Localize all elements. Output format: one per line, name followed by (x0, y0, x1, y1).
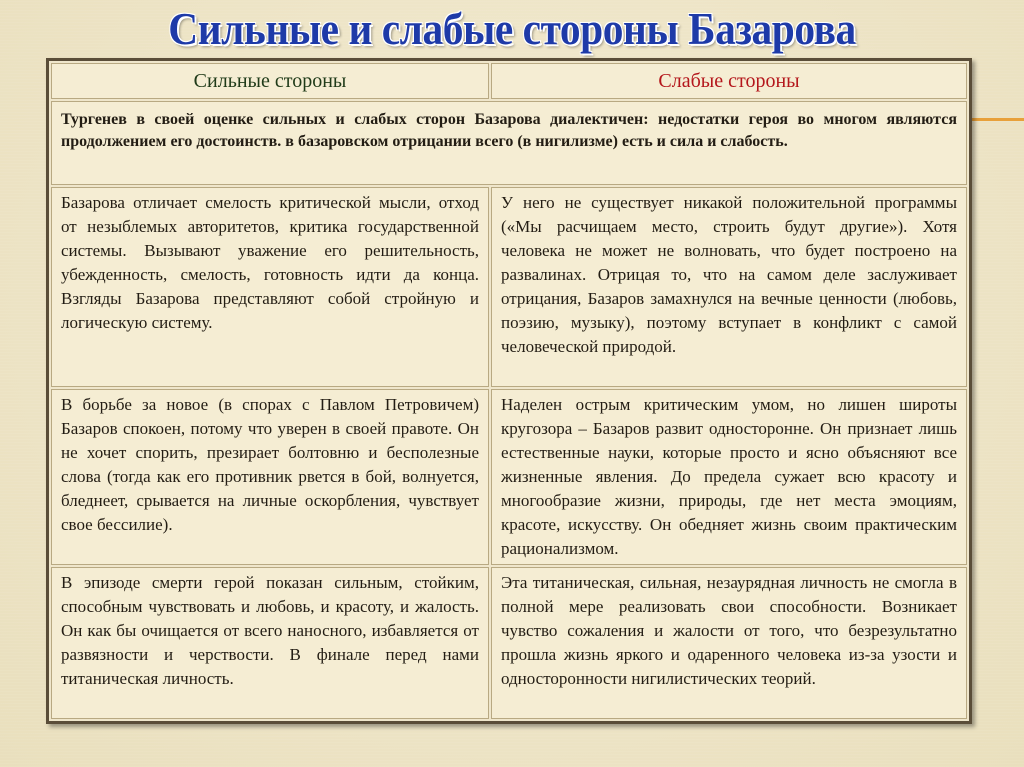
header-row (50, 62, 968, 100)
table-row (50, 186, 968, 388)
table-row (50, 566, 968, 720)
accent-line (970, 118, 1024, 121)
intro-text: Тургенев в своей оценке сильных и слабых сторон Базарова диалектичен: недостатки героя во многом являются продолжением его достоинств. в базаровском отрицании всего (в нигилизме) есть и сила и слабость. (50, 100, 968, 186)
header-strong-sides: Сильные стороны (50, 62, 490, 100)
intro-row (50, 100, 968, 186)
strong-cell-3: В эпизоде смерти герой показан сильным, стойким, способным чувствовать и любовь, и красоту, и жалость. Он как бы очищается от всего наносного, избавляется от развязности и черствости. В финале перед нами титаническая личность. (50, 566, 490, 720)
comparison-table (49, 61, 969, 721)
weak-cell-2: Наделен острым критическим умом, но лишен широты кругозора – Базаров развит односторонне. Он признает лишь естественные науки, которые просто и ясно объясняют все жизненные явления. До предела сужает всю красоту и многообразие жизни, природы, где нет места эмоциям, красоте, искусству. Он обедняет жизнь своим практическим рационализмом. (490, 388, 968, 566)
strong-cell-1: Базарова отличает смелость критической мысли, отход от незыблемых авторитетов, критика государственной системы. Вызывают уважение его решительность, убежденность, смелость, готовность идти да конца. Взгляды Базарова представляют собой стройную и логическую систему. (50, 186, 490, 388)
weak-cell-3: Эта титаническая, сильная, незаурядная личность не смогла в полной мере реализовать свои способности. Возникает чувство сожаления и жалости от того, что безрезультатно прошла жизнь яркого и одаренного человека из-за узости и односторонности нигилистических теорий. (490, 566, 968, 720)
strong-cell-2: В борьбе за новое (в спорах с Павлом Петровичем) Базаров спокоен, потому что уверен в своей правоте. Он не хочет спорить, презирает болтовню и бесполезные слова (тогда как его противник рвется в бой, волнуется, бледнеет, срывается на личные оскорбления, чувствует свое бессилие). (50, 388, 490, 566)
comparison-table-frame (46, 58, 972, 724)
weak-cell-1: У него не существует никакой положительной программы («Мы расчищаем место, строить будут другие»). Хотя человека не может не волновать, что будет построено на развалинах. Отрицая то, что на самом деле заслуживает отрицания, Базаров замахнулся на вечные ценности (любовь, поэзию, музыку), поэтому вступает в конфликт с самой человеческой природой. (490, 186, 968, 388)
slide-title: Сильные и слабые стороны Базарова (168, 3, 856, 54)
table-row (50, 388, 968, 566)
header-weak-sides: Слабые стороны (490, 62, 968, 100)
